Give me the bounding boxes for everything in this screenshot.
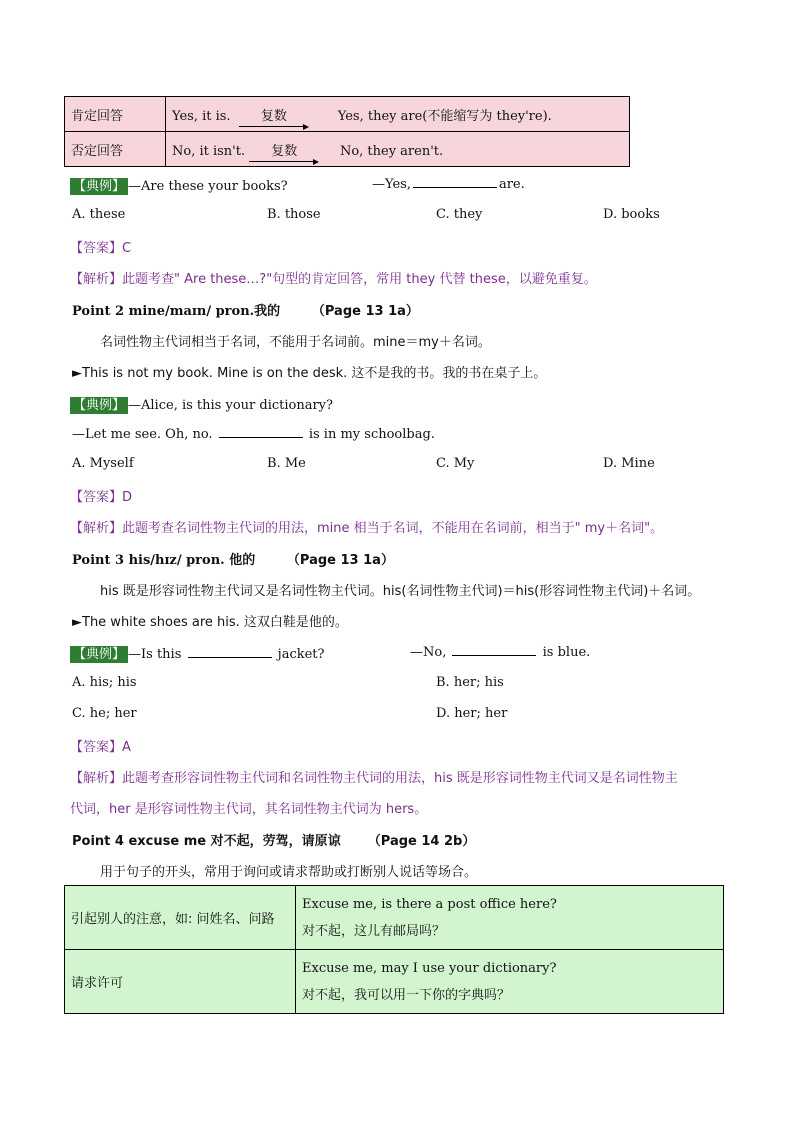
option-b: B. those bbox=[267, 207, 321, 222]
answer: 【答案】D bbox=[70, 490, 133, 505]
plural-answer: No, they aren't. bbox=[339, 143, 444, 159]
row-label: 引起别人的注意，如: 问姓名、问路 bbox=[65, 886, 296, 950]
short-answer: No, it isn't. bbox=[172, 143, 246, 159]
arrow-label: 复数 bbox=[249, 140, 319, 159]
row-label: 肯定回答 bbox=[65, 97, 166, 132]
option-c: C. he; her bbox=[72, 706, 137, 721]
option-b: B. her; his bbox=[436, 675, 504, 690]
point-description: 名词性物主代词相当于名词，不能用于名词前。mine＝my＋名词。 bbox=[100, 335, 491, 350]
answer-blank[interactable] bbox=[188, 645, 272, 658]
short-answer: Yes, it is. bbox=[172, 108, 231, 124]
answer-blank[interactable] bbox=[452, 643, 536, 656]
row-content bbox=[166, 132, 630, 167]
option-d: D. books bbox=[603, 207, 660, 222]
analysis: 【解析】此题考查" Are these…?"句型的肯定回答，常用 they 代替 these，以避免重复。 bbox=[70, 272, 597, 287]
answer-blank[interactable] bbox=[219, 425, 303, 438]
option-a: A. these bbox=[72, 207, 126, 222]
option-d: D. Mine bbox=[603, 456, 655, 471]
example-en: Excuse me, may I use your dictionary? bbox=[302, 960, 557, 976]
example-cn: 对不起，我可以用一下你的字典吗？ bbox=[302, 987, 511, 1003]
table-row bbox=[65, 886, 724, 950]
question-reply: —No, is blue. bbox=[410, 645, 591, 660]
question-stem: —Are these your books? bbox=[128, 179, 288, 194]
reply-text: —Yes, bbox=[372, 177, 411, 192]
point-title: Point 4 excuse me 对不起，劳驾，请原谅 （Page 14 2b） bbox=[72, 834, 476, 849]
answer: 【答案】A bbox=[70, 740, 131, 755]
point-title: Point 3 his/hɪz/ pron. 他的 （Page 13 1a） bbox=[72, 553, 394, 568]
example-question bbox=[70, 394, 333, 413]
example-cn: 对不起，这儿有邮局吗？ bbox=[302, 923, 446, 939]
point-example: ►This is not my book. Mine is on the desk. 这不是我的书。我的书在桌子上。 bbox=[72, 366, 547, 381]
option-a: A. Myself bbox=[72, 456, 134, 471]
arrow-label: 复数 bbox=[239, 105, 309, 124]
table-row bbox=[65, 97, 630, 132]
analysis-continued: 代词，her 是形容词性物主代词，其名词性物主代词为 hers。 bbox=[70, 802, 428, 817]
option-d: D. her; her bbox=[436, 706, 508, 721]
option-c: C. they bbox=[436, 207, 483, 222]
plural-answer: Yes, they are(不能缩写为 they're). bbox=[337, 108, 552, 124]
question-reply bbox=[372, 175, 525, 192]
example-tag: 【典例】 bbox=[70, 178, 128, 195]
row-label: 否定回答 bbox=[65, 132, 166, 167]
point-title: Point 2 mine/maɪn/ pron.我的 （Page 13 1a） bbox=[72, 304, 419, 319]
option-c: C. My bbox=[436, 456, 475, 471]
row-label: 请求许可 bbox=[65, 950, 296, 1014]
analysis: 【解析】此题考查形容词性物主代词和名词性物主代词的用法，his 既是形容词性物主代词又是名词性物主 bbox=[70, 771, 678, 786]
answer-blank[interactable] bbox=[413, 175, 497, 188]
question-stem: —Alice, is this your dictionary? bbox=[128, 398, 333, 413]
table-row bbox=[65, 950, 724, 1014]
example-en: Excuse me, is there a post office here? bbox=[302, 896, 557, 912]
answer: 【答案】C bbox=[70, 241, 132, 256]
answer-table bbox=[64, 96, 630, 167]
analysis: 【解析】此题考查名词性物主代词的用法，mine 相当于名词，不能用在名词前，相当于" my＋名词"。 bbox=[70, 521, 664, 536]
table-row bbox=[65, 132, 630, 167]
row-content bbox=[166, 97, 630, 132]
usage-table bbox=[64, 885, 724, 1014]
reply-text: are. bbox=[498, 177, 525, 192]
point-example: ►The white shoes are his. 这双白鞋是他的。 bbox=[72, 615, 348, 630]
option-b: B. Me bbox=[267, 456, 306, 471]
option-a: A. his; his bbox=[72, 675, 137, 690]
example-question: 【典例】 —Is this jacket? bbox=[70, 643, 325, 662]
example-question bbox=[70, 175, 288, 194]
question-reply: —Let me see. Oh, no. is in my schoolbag. bbox=[72, 427, 435, 442]
example-tag: 【典例】 bbox=[70, 646, 128, 663]
row-content bbox=[296, 950, 724, 1014]
point-description: 用于句子的开头，常用于询问或请求帮助或打断别人说话等场合。 bbox=[100, 865, 478, 880]
example-tag: 【典例】 bbox=[70, 397, 128, 414]
row-content bbox=[296, 886, 724, 950]
point-description: his 既是形容词性物主代词又是名词性物主代词。his(名词性物主代词)＝his(形容词性物主代词)＋名词。 bbox=[100, 584, 701, 599]
